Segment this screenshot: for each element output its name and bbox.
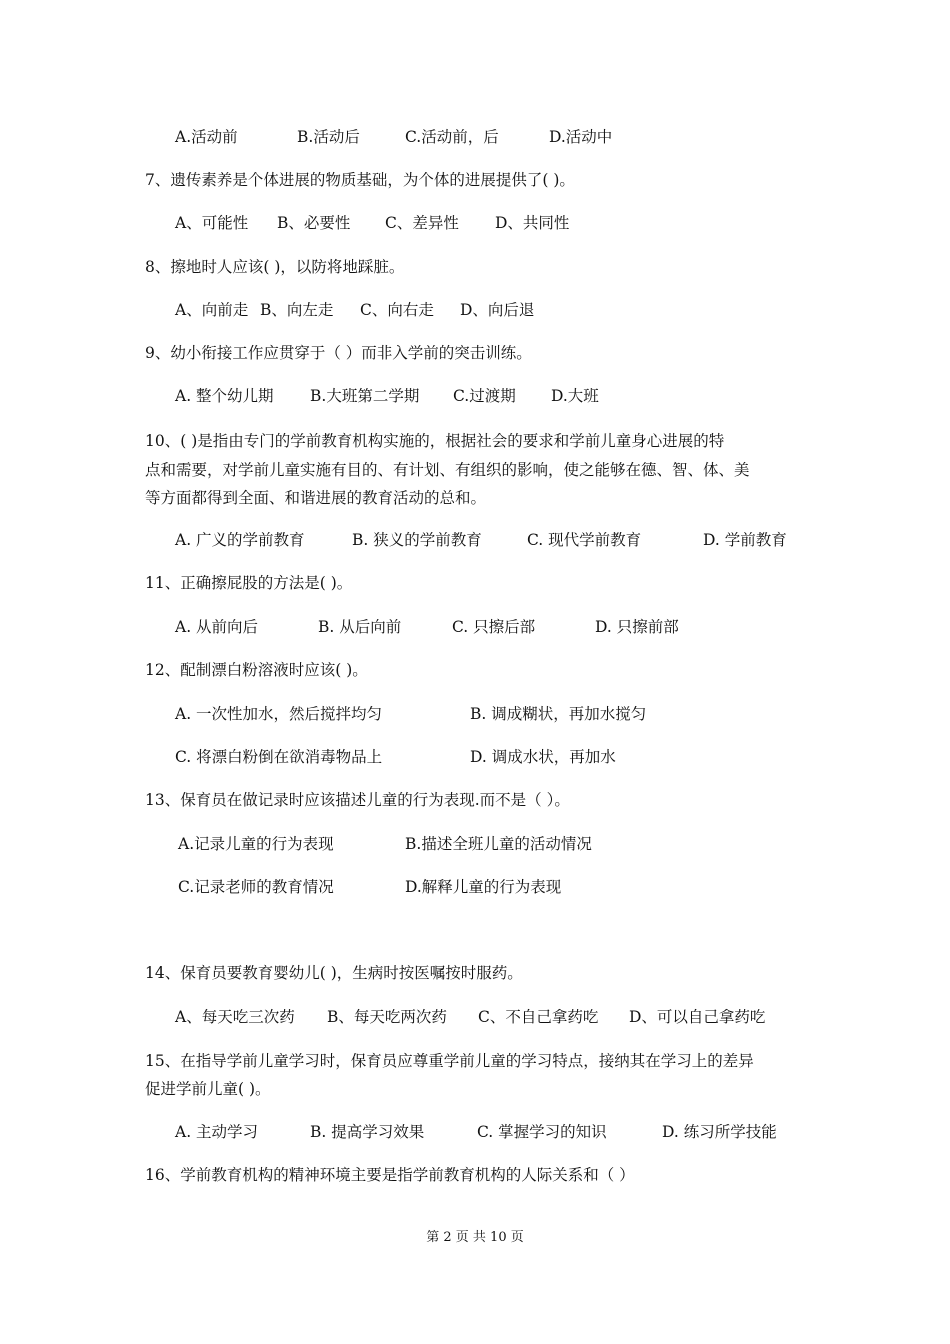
q8-option-c: C、向右走: [360, 301, 434, 319]
q10-stem-line-1: 10、( )是指由专门的学前教育机构实施的，根据社会的要求和学前儿童身心进展的特: [145, 432, 725, 450]
q13-option-a: A.记录儿童的行为表现: [178, 835, 334, 853]
q9-option-c: C.过渡期: [453, 387, 516, 405]
q6-option-a: A.活动前: [175, 128, 238, 146]
q9-option-d: D.大班: [551, 387, 599, 405]
q8-option-b: B、向左走: [260, 301, 334, 319]
q7-option-d: D、共同性: [495, 214, 570, 232]
q14-stem: 14、保育员要教育婴幼儿( )，生病时按医嘱按时服药。: [145, 964, 523, 982]
q10-option-c: C. 现代学前教育: [527, 531, 642, 549]
q12-option-b: B. 调成糊状，再加水搅匀: [470, 705, 647, 723]
page-number: 第 2 页 共 10 页: [426, 1230, 524, 1245]
q9-stem: 9、幼小衔接工作应贯穿于（ ）而非入学前的突击训练。: [145, 344, 532, 362]
q12-stem: 12、配制漂白粉溶液时应该( )。: [145, 661, 368, 679]
q11-option-a: A. 从前向后: [175, 618, 259, 636]
q11-stem: 11、正确擦屁股的方法是( )。: [145, 574, 353, 592]
q10-option-d: D. 学前教育: [703, 531, 787, 549]
q9-option-b: B.大班第二学期: [310, 387, 420, 405]
q13-option-d: D.解释儿童的行为表现: [405, 878, 562, 896]
q11-option-d: D. 只擦前部: [595, 618, 679, 636]
q10-option-b: B. 狭义的学前教育: [352, 531, 482, 549]
q14-option-b: B、每天吃两次药: [327, 1008, 447, 1026]
q7-stem: 7、遗传素养是个体进展的物质基础，为个体的进展提供了( )。: [145, 171, 575, 189]
q8-option-d: D、向后退: [460, 301, 535, 319]
q15-option-c: C. 掌握学习的知识: [477, 1123, 607, 1141]
q8-option-a: A、向前走: [175, 301, 249, 319]
q9-option-a: A. 整个幼儿期: [175, 387, 274, 405]
q12-option-c: C. 将漂白粉倒在欲消毒物品上: [175, 748, 383, 766]
q12-option-d: D. 调成水状，再加水: [470, 748, 616, 766]
q6-option-d: D.活动中: [549, 128, 613, 146]
q15-stem-line-2: 促进学前儿童( )。: [145, 1080, 271, 1098]
q14-option-c: C、不自己拿药吃: [478, 1008, 599, 1026]
q15-stem-line-1: 15、在指导学前儿童学习时，保育员应尊重学前儿童的学习特点，接纳其在学习上的差异: [145, 1052, 754, 1070]
q10-stem-line-3: 等方面都得到全面、和谐进展的教育活动的总和。: [145, 489, 487, 507]
q15-option-b: B. 提高学习效果: [310, 1123, 425, 1141]
q6-option-b: B.活动后: [297, 128, 360, 146]
q10-stem-line-2: 点和需要，对学前儿童实施有目的、有计划、有组织的影响，使之能够在德、智、体、美: [145, 461, 750, 479]
q15-option-d: D. 练习所学技能: [662, 1123, 777, 1141]
q13-option-c: C.记录老师的教育情况: [178, 878, 334, 896]
q16-stem: 16、学前教育机构的精神环境主要是指学前教育机构的人际关系和（ ）: [145, 1166, 635, 1184]
q7-option-a: A、可能性: [175, 214, 249, 232]
q7-option-c: C、差异性: [385, 214, 459, 232]
q13-stem: 13、保育员在做记录时应该描述儿童的行为表现.而不是（ ）。: [145, 791, 570, 809]
q8-stem: 8、擦地时人应该( )，以防将地踩脏。: [145, 258, 405, 276]
q12-option-a: A. 一次性加水，然后搅拌均匀: [175, 705, 383, 723]
q6-option-c: C.活动前，后: [405, 128, 499, 146]
q14-option-a: A、每天吃三次药: [175, 1008, 295, 1026]
q7-option-b: B、必要性: [277, 214, 351, 232]
q10-option-a: A. 广义的学前教育: [175, 531, 305, 549]
q14-option-d: D、可以自己拿药吃: [629, 1008, 766, 1026]
q11-option-b: B. 从后向前: [318, 618, 402, 636]
q15-option-a: A. 主动学习: [175, 1123, 259, 1141]
q11-option-c: C. 只擦后部: [452, 618, 536, 636]
q13-option-b: B.描述全班儿童的活动情况: [405, 835, 592, 853]
